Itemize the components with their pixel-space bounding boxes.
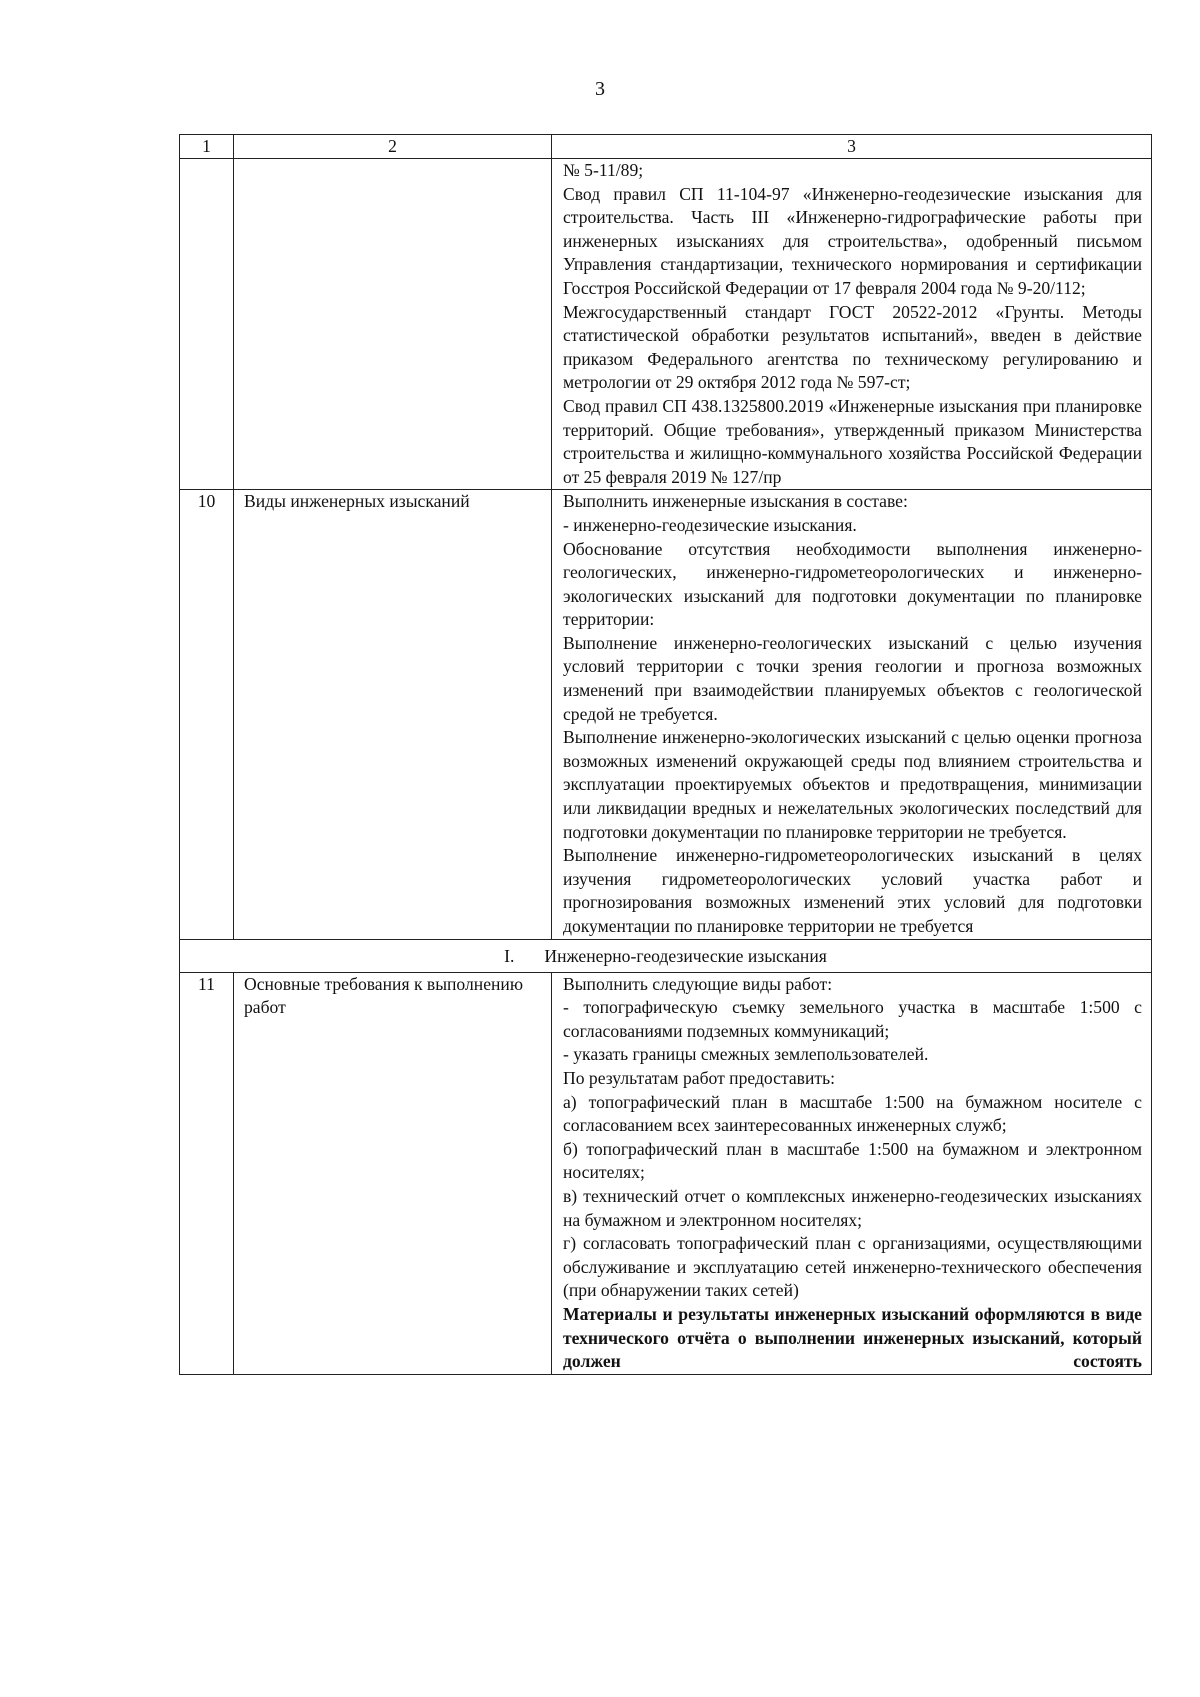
header-col-2: 2 — [234, 135, 552, 159]
row-content — [552, 972, 1152, 1374]
paragraph: По результатам работ предоставить: — [563, 1067, 835, 1088]
row-content — [552, 159, 1152, 490]
bold-paragraph: Материалы и результаты инженерных изысканий оформляются в виде технического отчёта о выполнении инженерных изысканий, который должен состоять — [563, 1303, 1142, 1372]
section-title: Инженерно-геодезические изыскания — [544, 945, 827, 966]
paragraph: - топографическую съемку земельного участка в масштабе 1:500 с согласованиями подземных коммуникаций; — [563, 997, 1142, 1041]
section-number: I. — [504, 945, 515, 966]
paragraph: Межгосударственный стандарт ГОСТ 20522-2012 «Грунты. Методы статистической обработки результатов испытаний», введен в действие приказом Федерального агентства по техническому регулированию и метрологии от 29 октября 2012 года № 597-ст; — [563, 301, 1142, 393]
section-heading — [180, 939, 1152, 972]
page-number: 3 — [595, 78, 605, 100]
paragraph: Выполнение инженерно-экологических изысканий с целью оценки прогноза возможных изменений окружающей среды под влиянием строительства и эксплуатации проектируемых объектов и предотвращения, минимизации или ликвидации вредных и нежелательных экологических последствий для подготовки документации по планировке территории не требуется. — [563, 727, 1142, 842]
paragraph: а) топографический план в масштабе 1:500 на бумажном носителе с согласованием всех заинтересованных инженерных служб; — [563, 1091, 1142, 1136]
row-number: 11 — [180, 972, 234, 1374]
row-content — [552, 490, 1152, 939]
header-col-3: 3 — [552, 135, 1152, 159]
paragraph: - инженерно-геодезические изыскания. — [563, 514, 857, 535]
row-number: 10 — [180, 490, 234, 939]
paragraph: Выполнение инженерно-геологических изысканий с целью изучения условий территории с точки зрения геологии и прогноза возможных изменений при взаимодействии планируемых объектов с геологической средой не требуется. — [563, 632, 1142, 724]
paragraph: Свод правил СП 11-104-97 «Инженерно-геодезические изыскания для строительства. Часть III «Инженерно-гидрографические работы при инженерных изысканиях для строительства», одобренный письмом Управления стандартизации, технического нормирования и сертификации Госстроя Российской Федерации от 17 февраля 2004 года № 9-20/112; — [563, 183, 1142, 298]
table-row-10 — [180, 490, 1152, 939]
section-row — [180, 939, 1152, 972]
requirements-table — [179, 134, 1152, 1375]
paragraph: Свод правил СП 438.1325800.2019 «Инженерные изыскания при планировке территорий. Общие требования», утвержденный приказом Министерства строительства и жилищно-коммунального хозяйства Российской Федерации от 25 февраля 2019 № 127/пр — [563, 395, 1142, 487]
paragraph: г) согласовать топографический план с организациями, осуществляющими обслуживание и эксплуатацию сетей инженерно-технического обеспечения (при обнаружении таких сетей) — [563, 1233, 1142, 1301]
row-number — [180, 159, 234, 490]
table-row-11 — [180, 972, 1152, 1374]
paragraph: в) технический отчет о комплексных инженерно-геодезических изысканиях на бумажном и электронном носителях; — [563, 1185, 1142, 1230]
paragraph: Выполнить инженерные изыскания в составе: — [563, 491, 908, 512]
paragraph: Обоснование отсутствия необходимости выполнения инженерно-геологических, инженерно-гидрометеорологических и инженерно-экологических изысканий для подготовки документации по планировке территории: — [563, 538, 1142, 630]
table-row-continuation — [180, 159, 1152, 490]
row-name: Виды инженерных изысканий — [234, 490, 552, 939]
paragraph: № 5-11/89; — [563, 160, 644, 180]
table-header-row — [180, 135, 1152, 159]
paragraph: Выполнение инженерно-гидрометеорологических изысканий в целях изучения гидрометеорологических условий участка работ и прогнозирования возможных изменений этих условий для подготовки документации по планировке территории не требуется — [563, 845, 1142, 936]
row-name: Основные требования к выполнению работ — [234, 972, 552, 1374]
paragraph: - указать границы смежных землепользователей. — [563, 1044, 929, 1065]
header-col-1: 1 — [180, 135, 234, 159]
paragraph: б) топографический план в масштабе 1:500 на бумажном и электронном носителях; — [563, 1138, 1142, 1183]
paragraph: Выполнить следующие виды работ: — [563, 973, 833, 994]
row-name — [234, 159, 552, 490]
